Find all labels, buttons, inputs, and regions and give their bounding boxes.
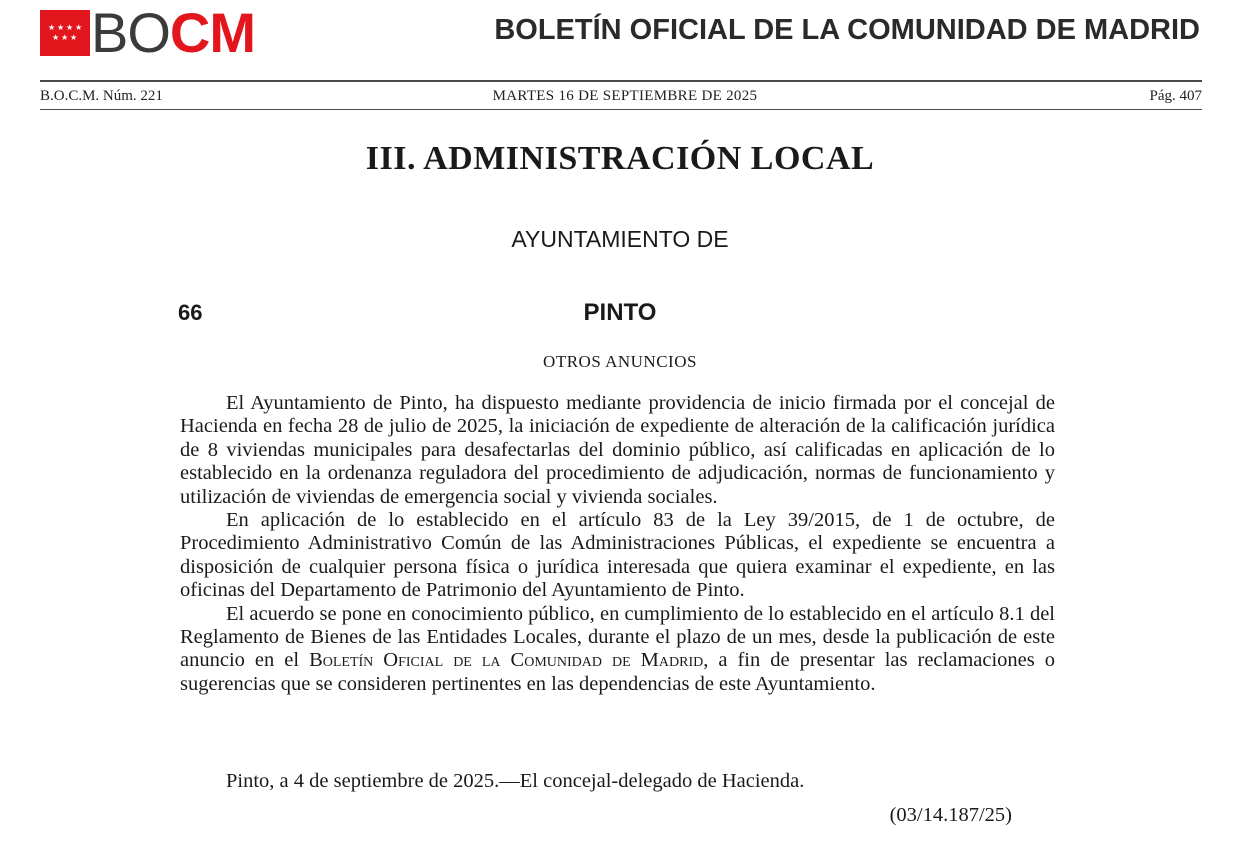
announcement-category: OTROS ANUNCIOS (543, 352, 697, 371)
issue-number: B.O.C.M. Núm. 221 (40, 88, 163, 104)
page-number: Pág. 407 (1149, 88, 1202, 104)
section-subtitle: AYUNTAMIENTO DE (511, 226, 729, 252)
paragraph-1: El Ayuntamiento de Pinto, ha dispuesto mediante providencia de inicio firmada por el concejal de Hacienda en fecha 28 de julio de 2025, la iniciación de expediente de alteración de la calificación jurídica de 8 viviendas municipales para desafectarlas del dominio público, así calificadas en aplicación de lo establecido en la ordenanza reguladora del procedimiento de adjudicación, normas de funcionamiento y utilización de viviendas de emergencia social y vivienda sociales. (180, 392, 1055, 508)
paragraph-3: El acuerdo se pone en conocimiento público, en cumplimiento de lo establecido en el artículo 8.1 del Reglamento de Bienes de las Entidades Locales, durante el plazo de un mes, desde la publicación de este anuncio en el Boletín Oficial de la Comunidad de Madrid, a fin de presentar las reclamaciones o sugerencias que se consideren pertinentes en las dependencias de este Ayuntamiento. (180, 602, 1055, 695)
announcement-body (180, 392, 1055, 696)
signature-line: Pinto, a 4 de septiembre de 2025.—El concejal-delegado de Hacienda. (226, 770, 805, 792)
reference-code: (03/14.187/25) (889, 804, 1012, 826)
bocm-logo (40, 1, 256, 64)
issue-date: MARTES 16 DE SEPTIEMBRE DE 2025 (492, 88, 758, 104)
madrid-flag-icon: ★ ★ ★ ★ ★ ★ ★ (40, 10, 90, 56)
header-rule-bottom (40, 109, 1202, 110)
section-title: III. ADMINISTRACIÓN LOCAL (365, 140, 875, 177)
logo-wordmark: BOCM (91, 1, 256, 64)
publication-title: BOLETÍN OFICIAL DE LA COMUNIDAD DE MADRID (494, 14, 1200, 46)
publication-name: Boletín Oficial de la Comunidad de Madrid (309, 649, 704, 672)
paragraph-2: En aplicación de lo establecido en el artículo 83 de la Ley 39/2015, de 1 de octubre, de Procedimiento Administrativo Común de las Administraciones Públicas, el expediente se encuentra a disposición de cualquier persona física o jurídica interesada que quiera examinar el expediente, en las oficinas del Departamento de Patrimonio del Ayuntamiento de Pinto. (180, 509, 1055, 602)
announcement-number: 66 (178, 300, 203, 325)
municipality-name: PINTO (583, 299, 657, 326)
header-rule-top (40, 80, 1202, 82)
